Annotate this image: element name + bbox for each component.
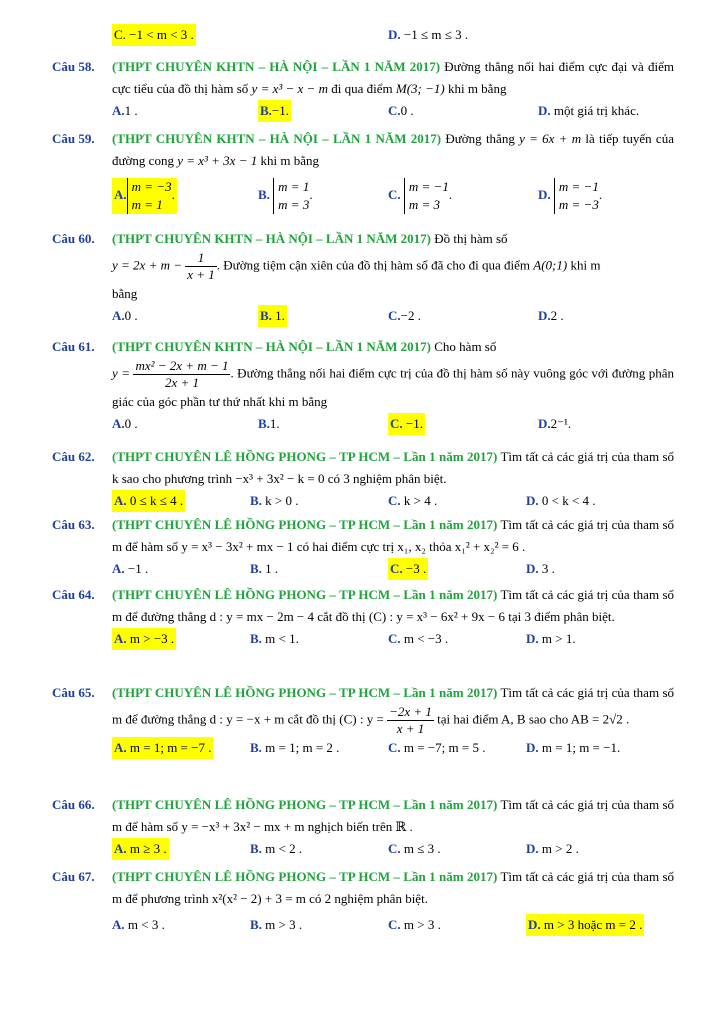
question-number: Câu 61.	[52, 339, 95, 354]
options-row	[112, 628, 674, 650]
option-d: D. m > 2 .	[526, 841, 579, 856]
options-row	[112, 413, 674, 435]
question-stem: (THPT CHUYÊN LÊ HỒNG PHONG – TP HCM – Lần 1 năm 2017) Tìm tất cả các giá trị của tham số k sao cho phương trình −x³ + 3x² − k = 0 có 3 nghiệm phân biệt.	[112, 449, 675, 486]
option-c: C. m < −3 .	[388, 631, 449, 646]
option-b: B.1.	[258, 416, 280, 431]
options-row	[112, 737, 674, 759]
option-b-answer: B. 1.	[258, 305, 287, 327]
option-c-answer: C. −1.	[388, 413, 425, 435]
options-row	[112, 838, 674, 860]
option-c: C. m = −7; m = 5 .	[388, 740, 486, 755]
options-row	[112, 176, 674, 220]
question-stem: (THPT CHUYÊN KHTN – HÀ NỘI – LẦN 1 NĂM 2017) Đồ thị hàm số y = 2x + m − $\frac{1}{x + 1}$ . Đường tiệm cận xiên của đồ thị hàm số đã cho đi qua điểm A(0;1) khi m bằng	[112, 231, 601, 301]
option-a: A. m < 3 .	[112, 917, 165, 932]
question-stem: (THPT CHUYÊN KHTN – HÀ NỘI – LẦN 1 NĂM 2017) Đường thẳng y = 6x + m là tiếp tuyến của đường cong y = x³ + 3x − 1 khi m bằng	[112, 131, 674, 168]
question-stem: (THPT CHUYÊN LÊ HỒNG PHONG – TP HCM – Lần 1 năm 2017) Tìm tất cả các giá trị của tham số m để hàm số y = x³ − 3x² + mx − 1 có hai điểm cực trị x₁, x₂ thỏa x₁² + x₂² = 6 .	[112, 517, 675, 554]
options-row	[112, 558, 674, 580]
option-b: B. m < 2 .	[250, 841, 303, 856]
option-b: B. 1 .	[250, 561, 279, 576]
question-number: Câu 62.	[52, 449, 95, 464]
question-number: Câu 65.	[52, 685, 95, 700]
option-a: A. −1 .	[112, 561, 149, 576]
question-64	[52, 584, 674, 650]
question-stem: (THPT CHUYÊN LÊ HỒNG PHONG – TP HCM – Lần 1 năm 2017) Tìm tất cả các giá trị của tham số m để phương trình x²(x² − 2) + 3 = m có 2 nghiệm phân biệt.	[112, 869, 675, 906]
option-d: D. 3 .	[526, 561, 555, 576]
option-b-answer: B.−1.	[258, 100, 291, 122]
option-c-answer: C. −1 < m < 3 .	[112, 24, 196, 46]
option-a: A.0 .	[112, 416, 138, 431]
question-number: Câu 63.	[52, 517, 95, 532]
option-d: D. một giá trị khác.	[538, 103, 640, 118]
option-c-answer: C. −3 .	[388, 558, 428, 580]
option-c: C.0 .	[388, 103, 414, 118]
option-d: D. m > 1.	[526, 631, 576, 646]
option-a: A.0 .	[112, 308, 138, 323]
options-row	[112, 914, 674, 936]
option-d: D.2⁻¹.	[538, 416, 572, 431]
option-b: B. m = 1 m = 3 .	[258, 179, 313, 212]
option-d: D. −1 ≤ m ≤ 3 .	[388, 27, 469, 42]
option-d: D. m = 1; m = −1.	[526, 740, 621, 755]
option-c: C. m ≤ 3 .	[388, 841, 441, 856]
option-a-answer: A. m = −3 m = 1 .	[114, 179, 175, 212]
question-number: Câu 66.	[52, 797, 95, 812]
option-b: B. m = 1; m = 2 .	[250, 740, 340, 755]
question-stem: (THPT CHUYÊN LÊ HỒNG PHONG – TP HCM – Lần 1 năm 2017) Tìm tất cả các giá trị của tham số m để hàm số y = −x³ + 3x² − mx + m nghịch biến trên ℝ .	[112, 797, 675, 834]
question-number: Câu 58.	[52, 59, 95, 74]
option-d: D. m = −1 m = −3 .	[538, 179, 603, 212]
option-d-answer: D. m > 3 hoặc m = 2 .	[526, 914, 644, 936]
question-58	[52, 56, 674, 122]
option-a-answer: A. 0 ≤ k ≤ 4 .	[112, 490, 185, 512]
option-b: B. m < 1.	[250, 631, 299, 646]
question-66	[52, 794, 674, 860]
question-62	[52, 446, 674, 512]
option-b: B. k > 0 .	[250, 493, 299, 508]
option-a-answer: A. m = 1; m = −7 .	[112, 737, 213, 759]
option-b: B. m > 3 .	[250, 917, 303, 932]
option-c: C. m > 3 .	[388, 917, 441, 932]
question-stem: (THPT CHUYÊN LÊ HỒNG PHONG – TP HCM – Lần 1 năm 2017) Tìm tất cả các giá trị của tham số m để đường thẳng d : y = −x + m cắt đồ thị (C) : y = $\frac{-2x + 1}{x + 1}$ tại hai điểm A, B sao cho AB = 2√2 .	[112, 685, 675, 736]
question-number: Câu 59.	[52, 131, 95, 146]
question-59	[52, 128, 674, 220]
option-a-answer: A. m > −3 .	[112, 628, 176, 650]
question-63	[52, 514, 674, 580]
question-65	[52, 682, 674, 759]
question-number: Câu 60.	[52, 231, 95, 246]
option-d: D. 0 < k < 4 .	[526, 493, 596, 508]
option-a: A.1 .	[112, 103, 138, 118]
question-60	[52, 228, 674, 327]
question-number: Câu 64.	[52, 587, 95, 602]
option-d: D.2 .	[538, 308, 564, 323]
option-c: C. m = −1 m = 3 .	[388, 179, 453, 212]
options-row	[112, 100, 674, 122]
question-67	[52, 866, 674, 936]
options-row	[112, 305, 674, 327]
question-stem: (THPT CHUYÊN KHTN – HÀ NỘI – LẦN 1 NĂM 2017) Cho hàm số y = $\frac{\text{mx² − 2x + m − 1}}{2x + 1}$ . Đường thẳng nối hai điểm cực trị của đồ thị hàm số này vuông góc với đường phân giác của góc phần tư thứ nhất khi m bằng	[112, 339, 675, 409]
question-57-options	[52, 24, 674, 46]
question-stem: (THPT CHUYÊN KHTN – HÀ NỘI – LẦN 1 NĂM 2017) Đường thẳng nối hai điểm cực đại và điểm cực tiểu của đồ thị hàm số y = x³ − x − m đi qua điểm M(3; −1) khi m bằng	[112, 59, 674, 96]
option-c: C.−2 .	[388, 308, 421, 323]
option-c: C. k > 4 .	[388, 493, 438, 508]
option-a-answer: A. m ≥ 3 .	[112, 838, 169, 860]
options-row	[112, 490, 674, 512]
question-61	[52, 336, 674, 435]
question-stem: (THPT CHUYÊN LÊ HỒNG PHONG – TP HCM – Lần 1 năm 2017) Tìm tất cả các giá trị của tham số m để đường thẳng d : y = mx − 2m − 4 cắt đồ thị (C) : y = x³ − 6x² + 9x − 6 tại 3 điểm phân biệt.	[112, 587, 675, 624]
question-number: Câu 67.	[52, 869, 95, 884]
